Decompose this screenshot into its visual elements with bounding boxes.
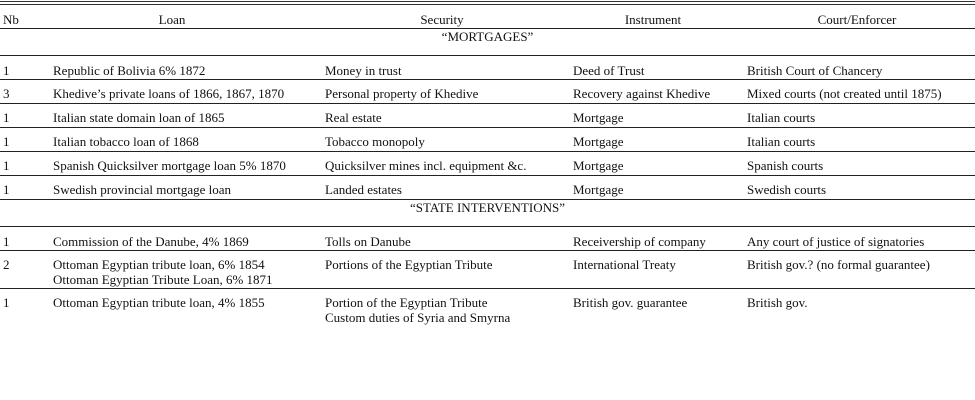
section-title: “STATE INTERVENTIONS” [0,199,975,226]
table-header-row [0,7,975,28]
cell-instrument: Receivership of company [567,226,739,250]
cell-loan-line: Ottoman Egyptian Tribute Loan, 6% 1871 [53,272,273,288]
cell-security [317,55,567,79]
cell-loan-line: Commission of the Danube, 4% 1869 [53,233,249,249]
header-loan: Loan [27,7,317,28]
cell-security-line: Quicksilver mines incl. equipment &c. [325,157,527,173]
top-rule [0,1,975,2]
cell-court-enforcer: British gov.? (no formal guarantee) [739,250,975,288]
cell-security [317,288,567,326]
cell-nb: 2 [0,250,27,288]
table-row [0,79,975,103]
cell-instrument: Recovery against Khedive [567,79,739,103]
cell-security [317,79,567,103]
cell-nb: 1 [0,55,27,79]
cell-nb: 1 [0,151,27,175]
cell-security [317,151,567,175]
cell-security-line: Portion of the Egyptian Tribute [325,294,488,310]
cell-loan [27,226,317,250]
cell-security [317,175,567,199]
cell-court-enforcer: Any court of justice of signatories [739,226,975,250]
cell-instrument: British gov. guarantee [567,288,739,326]
loans-table [0,7,975,326]
cell-court-enforcer: Italian courts [739,127,975,151]
table-row [0,250,975,288]
cell-nb: 1 [0,288,27,326]
cell-security-line: Personal property of Khedive [325,85,479,101]
cell-security-line: Tolls on Danube [325,233,411,249]
cell-security [317,250,567,288]
cell-loan-line: Republic of Bolivia 6% 1872 [53,62,206,78]
cell-nb: 1 [0,175,27,199]
cell-loan-line: Ottoman Egyptian tribute loan, 6% 1854 [53,256,265,272]
cell-loan [27,55,317,79]
cell-loan [27,127,317,151]
cell-nb: 1 [0,226,27,250]
cell-loan [27,250,317,288]
table-row [0,288,975,326]
section-title: “MORTGAGES” [441,28,534,44]
cell-security-line: Custom duties of Syria and Smyrna [325,310,511,326]
cell-security [317,103,567,127]
cell-instrument: Mortgage [567,127,739,151]
cell-court-enforcer: Mixed courts (not created until 1875) [739,79,975,103]
header-instrument: Instrument [567,7,739,28]
cell-instrument: Mortgage [567,151,739,175]
cell-security [317,127,567,151]
top-rule-double [0,4,975,5]
cell-security-line: Portions of the Egyptian Tribute [325,256,493,272]
header-security: Security [317,7,567,28]
cell-nb: 1 [0,127,27,151]
table-row [0,55,975,79]
cell-security [317,226,567,250]
header-court-enforcer: Court/Enforcer [739,7,975,28]
table-row [0,127,975,151]
cell-loan [27,175,317,199]
cell-loan-line: Swedish provincial mortgage loan [53,181,231,197]
cell-nb: 1 [0,103,27,127]
table-row [0,175,975,199]
cell-instrument: Mortgage [567,175,739,199]
table-row [0,151,975,175]
cell-nb: 3 [0,79,27,103]
cell-loan-line: Khedive’s private loans of 1866, 1867, 1870 [53,85,285,101]
table-row [0,103,975,127]
cell-loan-line: Italian tobacco loan of 1868 [53,133,199,149]
cell-court-enforcer: Spanish courts [739,151,975,175]
cell-loan-line: Italian state domain loan of 1865 [53,109,225,125]
section-title-row [0,199,975,226]
cell-loan-line: Ottoman Egyptian tribute loan, 4% 1855 [53,294,265,310]
cell-security-line: Landed estates [325,181,402,197]
section-title-row [0,28,975,55]
cell-loan [27,79,317,103]
cell-loan-line: Spanish Quicksilver mortgage loan 5% 1870 [53,157,286,173]
cell-loan [27,288,317,326]
cell-instrument: Deed of Trust [567,55,739,79]
cell-security-line: Real estate [325,109,382,125]
cell-security-line: Tobacco monopoly [325,133,425,149]
cell-court-enforcer: Italian courts [739,103,975,127]
cell-loan [27,151,317,175]
cell-instrument: Mortgage [567,103,739,127]
table-body [0,28,975,326]
header-nb: Nb [0,7,27,28]
cell-court-enforcer: British gov. [739,288,975,326]
cell-court-enforcer: British Court of Chancery [739,55,975,79]
cell-loan [27,103,317,127]
cell-instrument: International Treaty [567,250,739,288]
table-row [0,226,975,250]
cell-court-enforcer: Swedish courts [739,175,975,199]
cell-security-line: Money in trust [325,62,402,78]
